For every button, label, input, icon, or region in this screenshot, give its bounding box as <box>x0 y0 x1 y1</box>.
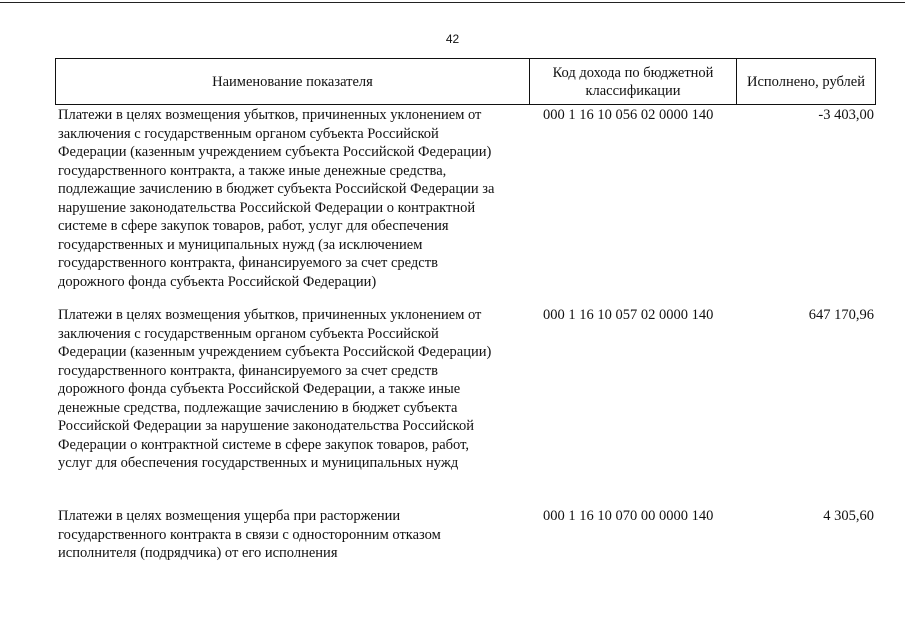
table-header <box>55 58 876 105</box>
row-income-code: 000 1 16 10 057 02 0000 140 <box>543 307 714 323</box>
row-executed-amount: 647 170,96 <box>808 307 874 323</box>
row-executed-amount: 4 305,60 <box>823 508 874 524</box>
page-number: 42 <box>445 32 460 46</box>
row-executed-amount: -3 403,00 <box>818 107 874 123</box>
column-header-code: Код дохода по бюджетной классификации <box>529 59 736 104</box>
row-income-code: 000 1 16 10 056 02 0000 140 <box>543 107 714 123</box>
column-header-executed: Исполнено, рублей <box>736 59 875 104</box>
column-header-name: Наименование показателя <box>212 73 373 90</box>
row-indicator-name: Платежи в целях возмещения убытков, причиненных уклонением от заключения с государственным органом субъекта Российской Федерации (казенным учреждением субъекта Российской Федерации) государственного контракта, а также иные денежные средства, подлежащие зачислению в бюджет субъекта Российской Федерации за нарушение законодательства Российской Федерации о контрактной системе в сфере закупок товаров, работ, услуг для обеспечения государственных и муниципальных нужд (за исключением государственного контракта, финансируемого за счет средств дорожного фонда субъекта Российской Федерации) <box>58 107 495 290</box>
top-border-line <box>0 2 905 3</box>
row-income-code: 000 1 16 10 070 00 0000 140 <box>543 508 714 524</box>
row-indicator-name: Платежи в целях возмещения ущерба при расторжении государственного контракта в связи с односторонним отказом исполнителя (подрядчика) от его исполнения <box>58 508 441 561</box>
row-indicator-name: Платежи в целях возмещения убытков, причиненных уклонением от заключения с государственным органом субъекта Российской Федерации (казенным учреждением субъекта Российской Федерации) государственного контракта, финансируемого за счет средств дорожного фонда субъекта Российской Федерации, а также иные денежные средства, подлежащие зачислению в бюджет субъекта Российской Федерации за нарушение законодательства Российской Федерации о контрактной системе в сфере закупок товаров, работ, услуг для обеспечения государственных и муниципальных нужд <box>58 307 492 471</box>
